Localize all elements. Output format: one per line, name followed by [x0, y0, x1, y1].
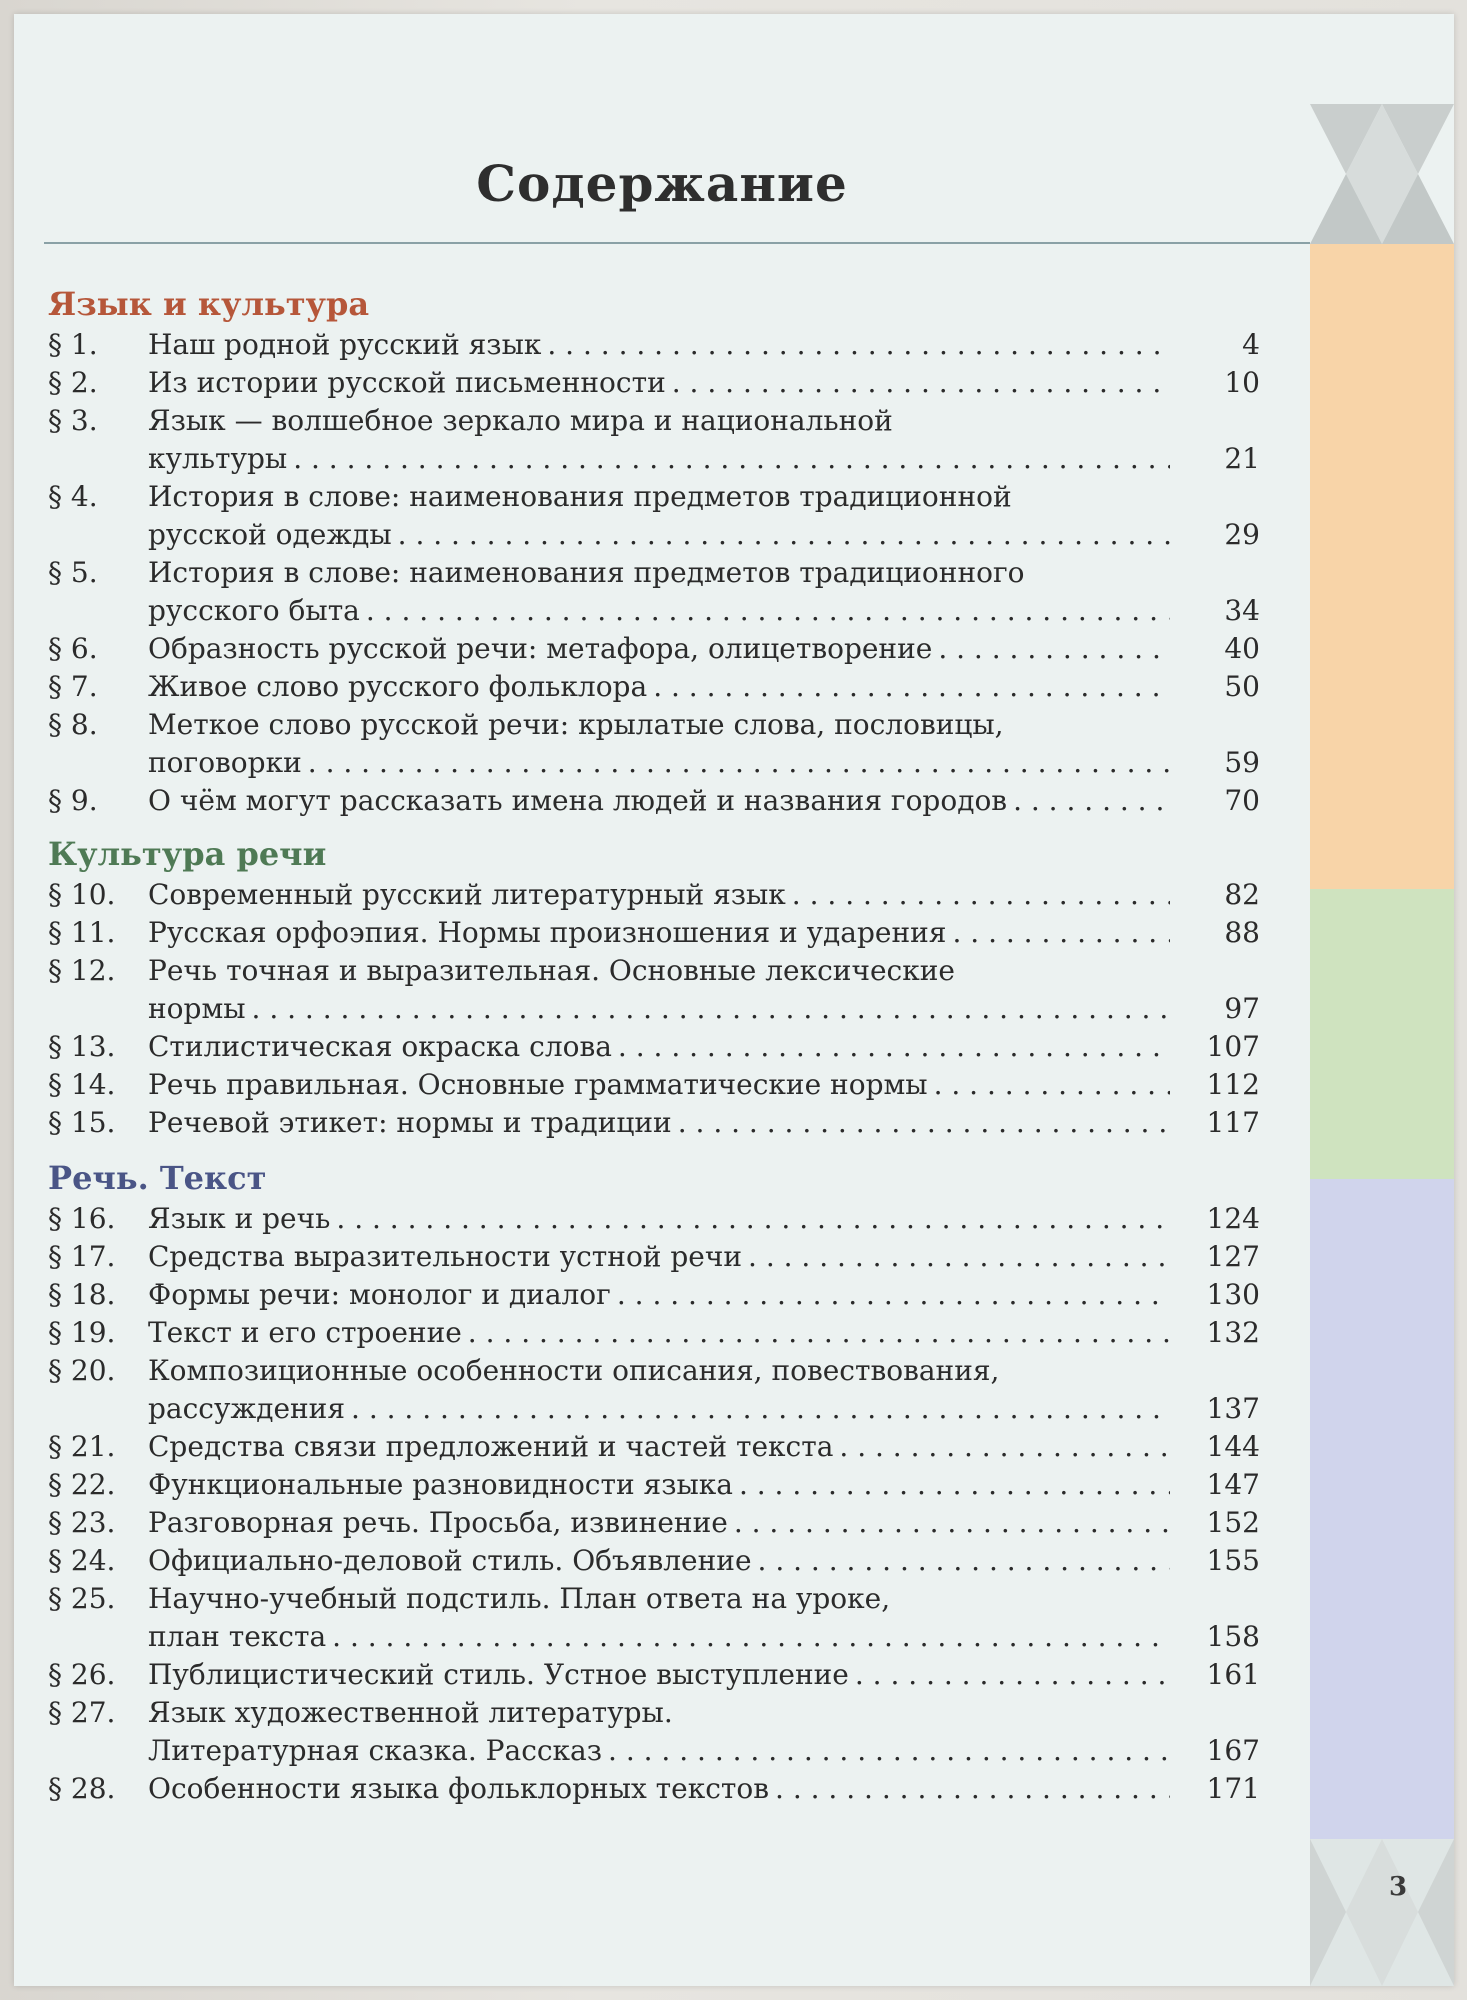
entry-line — [148, 1542, 1170, 1580]
color-strip-orange — [1310, 244, 1454, 889]
dot-leader — [678, 1104, 1170, 1142]
entry-line — [148, 1352, 1170, 1390]
dot-leader — [308, 744, 1170, 782]
toc-entry[interactable] — [48, 1542, 1260, 1580]
dot-leader — [653, 668, 1170, 706]
dot-leader — [734, 1504, 1170, 1542]
page-reference: 97 — [1224, 992, 1260, 1025]
paragraph-number: § 9. — [48, 784, 98, 817]
entry-line-text: Научно-учебный подстиль. План ответа на уроке, — [148, 1580, 896, 1618]
entry-line — [148, 1466, 1170, 1504]
entry-title — [148, 876, 1260, 914]
entry-line — [148, 876, 1170, 914]
diamond-ornament-bottom — [1310, 1839, 1454, 1986]
toc-entry[interactable] — [48, 630, 1260, 668]
entry-line-text: Современный русский литературный язык — [148, 876, 792, 914]
entry-line — [148, 782, 1170, 820]
entry-title — [148, 554, 1260, 630]
dot-leader — [792, 876, 1170, 914]
entry-line-text: Наш родной русский язык — [148, 326, 547, 364]
entry-title — [148, 364, 1260, 402]
dot-leader — [398, 516, 1170, 554]
paragraph-number: § 18. — [48, 1278, 116, 1311]
entry-line — [148, 914, 1170, 952]
table-of-contents — [48, 282, 1260, 1808]
toc-entry[interactable] — [48, 876, 1260, 914]
entry-title — [148, 1238, 1260, 1276]
toc-entry[interactable] — [48, 1466, 1260, 1504]
dot-leader — [1031, 554, 1171, 592]
toc-entry[interactable] — [48, 1104, 1260, 1142]
entry-line — [148, 668, 1170, 706]
page-reference: 158 — [1206, 1620, 1260, 1653]
entry-title — [148, 1694, 1260, 1770]
entry-line — [148, 1200, 1170, 1238]
entry-line-text: Речевой этикет: нормы и традиции — [148, 1104, 678, 1142]
entry-line-text: Речь правильная. Основные грамматические нормы — [148, 1066, 934, 1104]
page-reference: 127 — [1206, 1240, 1260, 1273]
entry-title — [148, 1200, 1260, 1238]
entry-line-text: русского быта — [148, 592, 366, 630]
paragraph-number: § 25. — [48, 1582, 116, 1615]
entry-title — [148, 1276, 1260, 1314]
toc-entry[interactable] — [48, 952, 1260, 1028]
entry-title — [148, 1656, 1260, 1694]
page-reference: 124 — [1206, 1202, 1260, 1235]
color-strip-violet — [1310, 1179, 1454, 1839]
paragraph-number: § 16. — [48, 1202, 116, 1235]
paragraph-number: § 22. — [48, 1468, 116, 1501]
dot-leader — [748, 1238, 1170, 1276]
diamond-ornament-top — [1310, 104, 1454, 244]
entry-title — [148, 1542, 1260, 1580]
page-reference: 112 — [1206, 1068, 1260, 1101]
dot-leader — [952, 914, 1170, 952]
entry-line-text: Публицистический стиль. Устное выступление — [148, 1656, 855, 1694]
entry-line-text: О чём могут рассказать имена людей и названия городов — [148, 782, 1013, 820]
paragraph-number: § 13. — [48, 1030, 116, 1063]
entry-line — [148, 1238, 1170, 1276]
entry-line — [148, 1656, 1170, 1694]
toc-entry[interactable] — [48, 1504, 1260, 1542]
page-reference: 40 — [1224, 632, 1260, 665]
toc-entry[interactable] — [48, 1770, 1260, 1808]
entry-line-text: Разговорная речь. Просьба, извинение — [148, 1504, 734, 1542]
dot-leader — [672, 364, 1170, 402]
entry-line — [148, 516, 1170, 554]
entry-line — [148, 1390, 1170, 1428]
entry-line — [148, 1276, 1170, 1314]
toc-entry[interactable] — [48, 1580, 1260, 1656]
entry-line-text: Речь точная и выразительная. Основные лексические — [148, 952, 961, 990]
entry-line — [148, 744, 1170, 782]
entry-title — [148, 1352, 1260, 1428]
paragraph-number: § 28. — [48, 1772, 116, 1805]
paragraph-number: § 24. — [48, 1544, 116, 1577]
page-title: Содержание — [476, 154, 848, 213]
page-reference: 132 — [1206, 1316, 1260, 1349]
toc-entry[interactable] — [48, 402, 1260, 478]
page-reference: 171 — [1206, 1772, 1260, 1805]
entry-line — [148, 1770, 1170, 1808]
page-reference: 82 — [1224, 878, 1260, 911]
paragraph-number: § 14. — [48, 1068, 116, 1101]
entry-line — [148, 1066, 1170, 1104]
page-reference: 130 — [1206, 1278, 1260, 1311]
paragraph-number: § 17. — [48, 1240, 116, 1273]
page-reference: 147 — [1206, 1468, 1260, 1501]
dot-leader — [934, 1066, 1170, 1104]
dot-leader — [855, 1656, 1170, 1694]
toc-entry[interactable] — [48, 1028, 1260, 1066]
entry-line — [148, 1504, 1170, 1542]
dot-leader — [896, 1580, 1170, 1618]
entry-line-text: нормы — [148, 990, 252, 1028]
toc-entry[interactable] — [48, 1066, 1260, 1104]
entry-title — [148, 1580, 1260, 1656]
paragraph-number: § 23. — [48, 1506, 116, 1539]
toc-entry[interactable] — [48, 1656, 1260, 1694]
entry-line — [148, 990, 1170, 1028]
dot-leader — [608, 1732, 1170, 1770]
entry-title — [148, 1428, 1260, 1466]
paragraph-number: § 1. — [48, 328, 98, 361]
paragraph-number: § 2. — [48, 366, 98, 399]
entry-line-text: русской одежды — [148, 516, 398, 554]
page-reference: 161 — [1206, 1658, 1260, 1691]
dot-leader — [1013, 782, 1170, 820]
toc-entry[interactable] — [48, 478, 1260, 554]
entry-line-text: Средства связи предложений и частей текста — [148, 1428, 839, 1466]
page-reference: 21 — [1224, 442, 1260, 475]
dot-leader — [961, 952, 1170, 990]
page-reference: 4 — [1242, 328, 1260, 361]
dot-leader — [351, 1390, 1170, 1428]
dot-leader — [332, 1618, 1170, 1656]
entry-title — [148, 1504, 1260, 1542]
paragraph-number: § 12. — [48, 954, 116, 987]
paragraph-number: § 10. — [48, 878, 116, 911]
entry-line-text: Текст и его строение — [148, 1314, 468, 1352]
paragraph-number: § 27. — [48, 1696, 116, 1729]
entry-title — [148, 668, 1260, 706]
entry-line — [148, 1732, 1170, 1770]
entry-line-text: Стилистическая окраска слова — [148, 1028, 618, 1066]
entry-line-text: Функциональные разновидности языка — [148, 1466, 739, 1504]
entry-line — [148, 1104, 1170, 1142]
dot-leader — [1005, 1352, 1170, 1390]
entry-line-text: Из истории русской письменности — [148, 364, 672, 402]
toc-entry[interactable] — [48, 1276, 1260, 1314]
dot-leader — [739, 1466, 1170, 1504]
entry-title — [148, 706, 1260, 782]
entry-line-text: Особенности языка фольклорных текстов — [148, 1770, 775, 1808]
book-page — [14, 14, 1454, 1986]
entry-line — [148, 326, 1170, 364]
page-reference: 167 — [1206, 1734, 1260, 1767]
entry-line-text: История в слове: наименования предметов традиционной — [148, 478, 1018, 516]
dot-leader — [618, 1028, 1170, 1066]
entry-title — [148, 1104, 1260, 1142]
dot-leader — [679, 1694, 1170, 1732]
page-reference: 10 — [1224, 366, 1260, 399]
entry-line-text: Язык и речь — [148, 1200, 336, 1238]
entry-line — [148, 1028, 1170, 1066]
dot-leader — [366, 592, 1170, 630]
entry-title — [148, 1066, 1260, 1104]
entry-line — [148, 440, 1170, 478]
page-reference: 155 — [1206, 1544, 1260, 1577]
page-number: 3 — [1388, 1872, 1408, 1902]
entry-line — [148, 952, 1170, 990]
paragraph-number: § 8. — [48, 708, 98, 741]
entry-line — [148, 1580, 1170, 1618]
entry-line-text: Живое слово русского фольклора — [148, 668, 653, 706]
dot-leader — [1018, 478, 1170, 516]
entry-line-text: Средства выразительности устной речи — [148, 1238, 748, 1276]
entry-line-text: Литературная сказка. Рассказ — [148, 1732, 608, 1770]
page-reference: 117 — [1206, 1106, 1260, 1139]
dot-leader — [617, 1276, 1170, 1314]
toc-entry[interactable] — [48, 1200, 1260, 1238]
paragraph-number: § 20. — [48, 1354, 116, 1387]
entry-title — [148, 1314, 1260, 1352]
toc-entry[interactable] — [48, 1352, 1260, 1428]
entry-line-text: Композиционные особенности описания, повествования, — [148, 1352, 1005, 1390]
entry-line-text: план текста — [148, 1618, 332, 1656]
page-reference: 137 — [1206, 1392, 1260, 1425]
entry-line — [148, 1428, 1170, 1466]
entry-title — [148, 914, 1260, 952]
paragraph-number: § 15. — [48, 1106, 116, 1139]
entry-line-text: Русская орфоэпия. Нормы произношения и ударения — [148, 914, 952, 952]
dot-leader — [252, 990, 1170, 1028]
toc-entry[interactable] — [48, 326, 1260, 364]
entry-title — [148, 1770, 1260, 1808]
page-reference: 29 — [1224, 518, 1260, 551]
toc-entry[interactable] — [48, 1238, 1260, 1276]
entry-line — [148, 592, 1170, 630]
entry-title — [148, 952, 1260, 1028]
toc-entry[interactable] — [48, 668, 1260, 706]
entry-line-text: культуры — [148, 440, 293, 478]
paragraph-number: § 6. — [48, 632, 98, 665]
dot-leader — [468, 1314, 1170, 1352]
entry-line-text: Формы речи: монолог и диалог — [148, 1276, 617, 1314]
entry-title — [148, 782, 1260, 820]
toc-entry[interactable] — [48, 554, 1260, 630]
page-reference: 88 — [1224, 916, 1260, 949]
entry-line-text: Официально-деловой стиль. Объявление — [148, 1542, 758, 1580]
dot-leader — [336, 1200, 1170, 1238]
color-strip-green — [1310, 889, 1454, 1179]
entry-title — [148, 326, 1260, 364]
entry-title — [148, 1028, 1260, 1066]
dot-leader — [293, 440, 1170, 478]
toc-entry[interactable] — [48, 364, 1260, 402]
page-reference: 70 — [1224, 784, 1260, 817]
paragraph-number: § 21. — [48, 1430, 116, 1463]
paragraph-number: § 3. — [48, 404, 98, 437]
entry-title — [148, 478, 1260, 554]
entry-line-text: История в слове: наименования предметов традиционного — [148, 554, 1031, 592]
paragraph-number: § 11. — [48, 916, 116, 949]
dot-leader — [547, 326, 1170, 364]
paragraph-number: § 5. — [48, 556, 98, 589]
entry-line — [148, 364, 1170, 402]
page-reference: 152 — [1206, 1506, 1260, 1539]
page-reference: 107 — [1206, 1030, 1260, 1063]
entry-line-text: Язык художественной литературы. — [148, 1694, 679, 1732]
entry-line — [148, 1694, 1170, 1732]
dot-leader — [1010, 706, 1170, 744]
paragraph-number: § 26. — [48, 1658, 116, 1691]
entry-line — [148, 1314, 1170, 1352]
page-reference: 50 — [1224, 670, 1260, 703]
entry-line — [148, 706, 1170, 744]
entry-line — [148, 630, 1170, 668]
section-heading: Речь. Текст — [48, 1159, 267, 1197]
dot-leader — [775, 1770, 1170, 1808]
entry-line — [148, 402, 1170, 440]
page-reference: 144 — [1206, 1430, 1260, 1463]
dot-leader — [938, 630, 1170, 668]
entry-title — [148, 402, 1260, 478]
entry-line-text: Меткое слово русской речи: крылатые слова, пословицы, — [148, 706, 1010, 744]
dot-leader — [758, 1542, 1170, 1580]
entry-line — [148, 478, 1170, 516]
paragraph-number: § 19. — [48, 1316, 116, 1349]
toc-entry[interactable] — [48, 706, 1260, 782]
toc-entry[interactable] — [48, 1314, 1260, 1352]
dot-leader — [899, 402, 1170, 440]
section-heading: Культура речи — [48, 835, 327, 873]
dot-leader — [839, 1428, 1170, 1466]
entry-line-text: Образность русской речи: метафора, олицетворение — [148, 630, 938, 668]
toc-entry[interactable] — [48, 1694, 1260, 1770]
paragraph-number: § 4. — [48, 480, 98, 513]
title-divider — [44, 242, 1310, 244]
entry-line — [148, 1618, 1170, 1656]
entry-line-text: поговорки — [148, 744, 308, 782]
toc-entry[interactable] — [48, 1428, 1260, 1466]
entry-line — [148, 554, 1170, 592]
paragraph-number: § 7. — [48, 670, 98, 703]
entry-title — [148, 1466, 1260, 1504]
entry-line-text: Язык — волшебное зеркало мира и национальной — [148, 402, 899, 440]
entry-title — [148, 630, 1260, 668]
toc-entry[interactable] — [48, 782, 1260, 820]
section-heading: Язык и культура — [48, 285, 370, 323]
entry-line-text: рассуждения — [148, 1390, 351, 1428]
page-reference: 34 — [1224, 594, 1260, 627]
page-reference: 59 — [1224, 746, 1260, 779]
toc-entry[interactable] — [48, 914, 1260, 952]
